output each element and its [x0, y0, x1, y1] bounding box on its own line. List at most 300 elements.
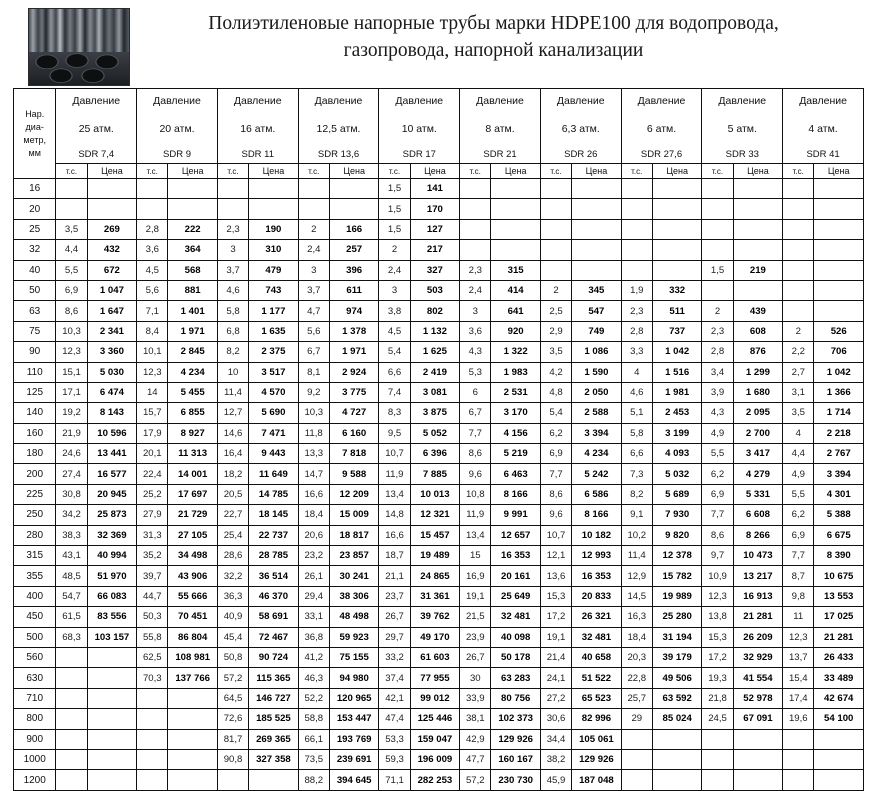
cell-price: 42 674 — [814, 688, 864, 708]
cell-price — [168, 749, 217, 769]
cell-wall-thickness: 4,9 — [702, 423, 733, 443]
cell-price: 4 093 — [652, 444, 701, 464]
cell-price: 21 729 — [168, 505, 217, 525]
header-group-2 — [137, 89, 218, 164]
cell-wall-thickness — [702, 240, 733, 260]
cell-wall-thickness: 6,7 — [298, 342, 329, 362]
group-pressure-value: 4 атм. — [808, 122, 838, 135]
cell-wall-thickness: 2,9 — [540, 321, 571, 341]
cell-wall-thickness: 7,1 — [137, 301, 168, 321]
diam-line-3: метр, — [23, 134, 46, 145]
table-row — [14, 403, 864, 423]
cell-price — [491, 219, 540, 239]
cell-price: 257 — [329, 240, 378, 260]
cell-price: 1 322 — [491, 342, 540, 362]
cell-price: 4 279 — [733, 464, 782, 484]
cell-wall-thickness: 47,4 — [379, 709, 410, 729]
cell-wall-thickness: 19,3 — [702, 668, 733, 688]
cell-price: 4 570 — [249, 382, 298, 402]
cell-price: 5 331 — [733, 484, 782, 504]
header-group-4 — [298, 89, 379, 164]
cell-price — [652, 260, 701, 280]
cell-price — [249, 179, 298, 199]
cell-wall-thickness — [540, 179, 571, 199]
cell-wall-thickness: 23,2 — [298, 546, 329, 566]
cell-wall-thickness: 1,5 — [379, 179, 410, 199]
cell-price: 48 498 — [329, 607, 378, 627]
cell-price — [491, 240, 540, 260]
cell-price: 14 785 — [249, 484, 298, 504]
cell-price: 1 590 — [572, 362, 621, 382]
cell-wall-thickness: 14,8 — [379, 505, 410, 525]
cell-wall-thickness: 68,3 — [56, 627, 87, 647]
cell-wall-thickness: 12,3 — [702, 586, 733, 606]
cell-wall-thickness: 17,2 — [540, 607, 571, 627]
cell-wall-thickness: 4,4 — [783, 444, 814, 464]
cell-price: 9 991 — [491, 505, 540, 525]
cell-price: 802 — [410, 301, 459, 321]
cell-wall-thickness: 70,3 — [137, 668, 168, 688]
cell-price — [87, 688, 136, 708]
cell-price: 4 727 — [329, 403, 378, 423]
cell-price: 58 691 — [249, 607, 298, 627]
cell-price: 10 675 — [814, 566, 864, 586]
cell-wall-thickness: 41,2 — [298, 647, 329, 667]
cell-wall-thickness: 26,1 — [298, 566, 329, 586]
cell-wall-thickness: 1,9 — [621, 280, 652, 300]
cell-wall-thickness: 23,7 — [379, 586, 410, 606]
cell-price: 2 700 — [733, 423, 782, 443]
cell-wall-thickness: 4,4 — [56, 240, 87, 260]
group-pressure-value: 25 атм. — [78, 122, 114, 135]
cell-wall-thickness: 3,7 — [298, 280, 329, 300]
header-group-9 — [702, 89, 783, 164]
cell-price: 1 177 — [249, 301, 298, 321]
cell-price: 1 981 — [652, 382, 701, 402]
cell-wall-thickness: 21,8 — [702, 688, 733, 708]
cell-price: 51 522 — [572, 668, 621, 688]
cell-wall-thickness — [621, 240, 652, 260]
cell-wall-thickness: 7,7 — [702, 505, 733, 525]
cell-wall-thickness: 36,8 — [298, 627, 329, 647]
cell-price: 75 155 — [329, 647, 378, 667]
subheader-ts-1: т.с. — [56, 164, 87, 179]
cell-price: 8 143 — [87, 403, 136, 423]
cell-price — [733, 179, 782, 199]
cell-wall-thickness: 19,1 — [540, 627, 571, 647]
cell-price: 9 588 — [329, 464, 378, 484]
cell-wall-thickness: 3,4 — [702, 362, 733, 382]
cell-wall-thickness: 47,7 — [460, 749, 491, 769]
cell-wall-thickness: 28,6 — [217, 546, 248, 566]
cell-price: 3 394 — [814, 464, 864, 484]
cell-price: 94 980 — [329, 668, 378, 688]
cell-price: 25 280 — [652, 607, 701, 627]
cell-price: 327 — [410, 260, 459, 280]
subheader-price-10: Цена — [814, 164, 864, 179]
page-title — [130, 0, 877, 64]
cell-wall-thickness: 55,8 — [137, 627, 168, 647]
subheader-price-8: Цена — [652, 164, 701, 179]
cell-wall-thickness: 4,6 — [217, 280, 248, 300]
cell-wall-thickness: 2,3 — [702, 321, 733, 341]
cell-wall-thickness: 45,9 — [540, 770, 571, 790]
cell-diameter: 16 — [14, 179, 56, 199]
cell-diameter: 630 — [14, 668, 56, 688]
cell-wall-thickness: 71,1 — [379, 770, 410, 790]
cell-price: 13 441 — [87, 444, 136, 464]
cell-price — [733, 770, 782, 790]
cell-wall-thickness — [460, 219, 491, 239]
table-row — [14, 749, 864, 769]
subheader-price-7: Цена — [572, 164, 621, 179]
cell-price — [572, 199, 621, 219]
cell-price: 159 047 — [410, 729, 459, 749]
cell-wall-thickness — [540, 260, 571, 280]
cell-wall-thickness: 22,4 — [137, 464, 168, 484]
cell-wall-thickness — [621, 219, 652, 239]
group-pressure-value: 16 атм. — [240, 122, 276, 135]
cell-price: 511 — [652, 301, 701, 321]
cell-wall-thickness: 7,4 — [379, 382, 410, 402]
cell-price: 3 417 — [733, 444, 782, 464]
cell-wall-thickness: 27,9 — [137, 505, 168, 525]
cell-wall-thickness: 5,1 — [621, 403, 652, 423]
cell-price: 14 001 — [168, 464, 217, 484]
group-sdr-value: SDR 7,4 — [78, 149, 115, 161]
cell-wall-thickness — [621, 179, 652, 199]
cell-price: 40 658 — [572, 647, 621, 667]
cell-price: 127 — [410, 219, 459, 239]
cell-price: 2 845 — [168, 342, 217, 362]
cell-wall-thickness — [56, 688, 87, 708]
subheader-price-3: Цена — [249, 164, 298, 179]
cell-price — [814, 240, 864, 260]
cell-wall-thickness: 16,9 — [460, 566, 491, 586]
cell-wall-thickness: 2,3 — [460, 260, 491, 280]
cell-wall-thickness — [702, 770, 733, 790]
cell-wall-thickness — [621, 770, 652, 790]
cell-price: 239 691 — [329, 749, 378, 769]
cell-wall-thickness: 17,4 — [783, 688, 814, 708]
cell-wall-thickness: 8,2 — [217, 342, 248, 362]
cell-price: 59 923 — [329, 627, 378, 647]
cell-wall-thickness: 5,8 — [217, 301, 248, 321]
cell-wall-thickness: 2,8 — [702, 342, 733, 362]
cell-wall-thickness — [702, 280, 733, 300]
cell-wall-thickness: 2,2 — [783, 342, 814, 362]
cell-price: 6 160 — [329, 423, 378, 443]
cell-price: 503 — [410, 280, 459, 300]
cell-wall-thickness — [56, 729, 87, 749]
cell-price: 3 081 — [410, 382, 459, 402]
cell-price — [814, 219, 864, 239]
cell-price: 5 052 — [410, 423, 459, 443]
cell-wall-thickness: 12,3 — [56, 342, 87, 362]
cell-price: 115 365 — [249, 668, 298, 688]
cell-price: 15 009 — [329, 505, 378, 525]
cell-wall-thickness: 5,6 — [137, 280, 168, 300]
cell-wall-thickness: 6,6 — [621, 444, 652, 464]
cell-price: 876 — [733, 342, 782, 362]
cell-price: 105 061 — [572, 729, 621, 749]
cell-price: 2 095 — [733, 403, 782, 423]
cell-price: 27 105 — [168, 525, 217, 545]
cell-wall-thickness: 18,7 — [379, 546, 410, 566]
cell-price: 1 378 — [329, 321, 378, 341]
cell-price: 2 767 — [814, 444, 864, 464]
cell-wall-thickness: 7,7 — [540, 464, 571, 484]
table-row — [14, 607, 864, 627]
cell-price: 2 924 — [329, 362, 378, 382]
cell-wall-thickness: 3 — [379, 280, 410, 300]
cell-wall-thickness: 2,8 — [621, 321, 652, 341]
cell-price: 41 554 — [733, 668, 782, 688]
cell-wall-thickness — [56, 647, 87, 667]
cell-wall-thickness: 22,7 — [217, 505, 248, 525]
cell-wall-thickness: 16,3 — [621, 607, 652, 627]
group-pressure-label: Давление — [233, 95, 282, 108]
cell-price — [733, 729, 782, 749]
table-row — [14, 647, 864, 667]
cell-price: 31 361 — [410, 586, 459, 606]
cell-price: 611 — [329, 280, 378, 300]
cell-price — [87, 729, 136, 749]
cell-wall-thickness: 29 — [621, 709, 652, 729]
cell-wall-thickness: 19,6 — [783, 709, 814, 729]
cell-wall-thickness: 7,7 — [783, 546, 814, 566]
cell-wall-thickness: 4,5 — [137, 260, 168, 280]
cell-price: 102 373 — [491, 709, 540, 729]
cell-price: 394 645 — [329, 770, 378, 790]
page-header — [0, 0, 877, 88]
cell-price — [249, 199, 298, 219]
cell-diameter: 450 — [14, 607, 56, 627]
cell-wall-thickness — [137, 179, 168, 199]
cell-wall-thickness: 27,2 — [540, 688, 571, 708]
cell-price: 52 978 — [733, 688, 782, 708]
cell-price: 1 635 — [249, 321, 298, 341]
cell-wall-thickness: 5,5 — [783, 484, 814, 504]
header-group-8 — [621, 89, 702, 164]
table-row — [14, 382, 864, 402]
table-row — [14, 770, 864, 790]
group-pressure-label: Давление — [718, 95, 767, 108]
cell-wall-thickness: 13,4 — [460, 525, 491, 545]
cell-wall-thickness: 50,3 — [137, 607, 168, 627]
cell-price: 20 833 — [572, 586, 621, 606]
cell-wall-thickness: 34,2 — [56, 505, 87, 525]
cell-wall-thickness: 16,6 — [379, 525, 410, 545]
header-group-6 — [460, 89, 541, 164]
group-pressure-label: Давление — [476, 95, 524, 108]
cell-wall-thickness: 6 — [460, 382, 491, 402]
cell-wall-thickness: 19,1 — [460, 586, 491, 606]
group-sdr-value: SDR 11 — [241, 149, 275, 161]
cell-wall-thickness — [460, 179, 491, 199]
group-pressure-value: 6 атм. — [646, 122, 677, 135]
cell-wall-thickness: 22,8 — [621, 668, 652, 688]
cell-wall-thickness: 17,9 — [137, 423, 168, 443]
cell-wall-thickness — [702, 179, 733, 199]
cell-wall-thickness: 57,2 — [460, 770, 491, 790]
cell-wall-thickness: 9,5 — [379, 423, 410, 443]
subheader-ts-10: т.с. — [783, 164, 814, 179]
cell-wall-thickness: 38,2 — [540, 749, 571, 769]
cell-price — [168, 199, 217, 219]
cell-price: 8 166 — [572, 505, 621, 525]
cell-price: 5 388 — [814, 505, 864, 525]
cell-price: 83 556 — [87, 607, 136, 627]
cell-wall-thickness — [783, 729, 814, 749]
cell-wall-thickness — [56, 749, 87, 769]
cell-wall-thickness: 9,1 — [621, 505, 652, 525]
cell-price: 219 — [733, 260, 782, 280]
cell-price: 43 906 — [168, 566, 217, 586]
cell-price: 1 042 — [814, 362, 864, 382]
table-row — [14, 586, 864, 606]
subheader-price-9: Цена — [733, 164, 782, 179]
cell-price: 63 592 — [652, 688, 701, 708]
cell-wall-thickness: 8,2 — [621, 484, 652, 504]
cell-wall-thickness: 21,1 — [379, 566, 410, 586]
cell-wall-thickness: 40,9 — [217, 607, 248, 627]
cell-wall-thickness — [783, 179, 814, 199]
cell-wall-thickness — [56, 199, 87, 219]
cell-wall-thickness: 6,9 — [56, 280, 87, 300]
cell-wall-thickness: 33,1 — [298, 607, 329, 627]
table-row — [14, 505, 864, 525]
cell-wall-thickness: 19,2 — [56, 403, 87, 423]
cell-diameter: 75 — [14, 321, 56, 341]
cell-wall-thickness: 4,6 — [621, 382, 652, 402]
cell-wall-thickness — [298, 199, 329, 219]
cell-wall-thickness — [298, 179, 329, 199]
table-body — [14, 179, 864, 791]
cell-diameter: 355 — [14, 566, 56, 586]
group-pressure-label: Давление — [153, 95, 201, 108]
cell-price: 6 474 — [87, 382, 136, 402]
cell-diameter: 125 — [14, 382, 56, 402]
group-pressure-value: 8 атм. — [485, 122, 515, 135]
group-pressure-label: Давление — [72, 95, 121, 108]
cell-wall-thickness: 8,6 — [702, 525, 733, 545]
cell-price: 1 132 — [410, 321, 459, 341]
cell-price — [249, 770, 298, 790]
cell-diameter: 280 — [14, 525, 56, 545]
subheader-ts-4: т.с. — [298, 164, 329, 179]
cell-price: 12 378 — [652, 546, 701, 566]
subheader-price-1: Цена — [87, 164, 136, 179]
cell-wall-thickness: 5,4 — [540, 403, 571, 423]
cell-price — [572, 179, 621, 199]
pipe-price-table — [13, 88, 864, 791]
cell-diameter: 1200 — [14, 770, 56, 790]
cell-price: 49 506 — [652, 668, 701, 688]
cell-price: 439 — [733, 301, 782, 321]
cell-price: 18 145 — [249, 505, 298, 525]
cell-wall-thickness: 5,8 — [621, 423, 652, 443]
cell-wall-thickness: 5,4 — [379, 342, 410, 362]
subheader-ts-7: т.с. — [540, 164, 571, 179]
cell-price: 146 727 — [249, 688, 298, 708]
cell-wall-thickness: 10,2 — [621, 525, 652, 545]
cell-diameter: 63 — [14, 301, 56, 321]
cell-price — [652, 749, 701, 769]
cell-wall-thickness: 64,5 — [217, 688, 248, 708]
group-sdr-value: SDR 21 — [483, 149, 517, 161]
cell-wall-thickness: 2 — [540, 280, 571, 300]
cell-wall-thickness — [621, 199, 652, 219]
cell-price: 881 — [168, 280, 217, 300]
group-pressure-value: 6,3 атм. — [561, 122, 600, 135]
cell-diameter: 560 — [14, 647, 56, 667]
cell-wall-thickness: 36,3 — [217, 586, 248, 606]
cell-price: 11 313 — [168, 444, 217, 464]
table-row — [14, 729, 864, 749]
cell-diameter: 710 — [14, 688, 56, 708]
cell-price: 230 730 — [491, 770, 540, 790]
cell-diameter: 200 — [14, 464, 56, 484]
cell-price: 1 971 — [168, 321, 217, 341]
cell-wall-thickness: 45,4 — [217, 627, 248, 647]
cell-price: 1 401 — [168, 301, 217, 321]
cell-wall-thickness: 33,9 — [460, 688, 491, 708]
cell-wall-thickness: 20,5 — [217, 484, 248, 504]
cell-wall-thickness: 17,2 — [702, 647, 733, 667]
cell-wall-thickness: 15 — [460, 546, 491, 566]
cell-wall-thickness: 12,9 — [621, 566, 652, 586]
cell-wall-thickness: 8,6 — [460, 444, 491, 464]
cell-price: 974 — [329, 301, 378, 321]
cell-wall-thickness — [783, 301, 814, 321]
cell-price: 737 — [652, 321, 701, 341]
cell-wall-thickness — [783, 749, 814, 769]
cell-wall-thickness: 26,7 — [460, 647, 491, 667]
table-row — [14, 301, 864, 321]
cell-wall-thickness: 54,7 — [56, 586, 87, 606]
cell-price: 65 523 — [572, 688, 621, 708]
cell-price — [329, 179, 378, 199]
cell-wall-thickness: 4,7 — [298, 301, 329, 321]
cell-wall-thickness: 25,7 — [621, 688, 652, 708]
cell-wall-thickness: 3,9 — [702, 382, 733, 402]
cell-price: 170 — [410, 199, 459, 219]
cell-price: 4 234 — [572, 444, 621, 464]
cell-price: 24 865 — [410, 566, 459, 586]
cell-price — [572, 260, 621, 280]
cell-price: 1 299 — [733, 362, 782, 382]
cell-price: 26 433 — [814, 647, 864, 667]
cell-wall-thickness — [702, 749, 733, 769]
cell-price: 1 042 — [652, 342, 701, 362]
cell-wall-thickness: 2,8 — [137, 219, 168, 239]
table-row — [14, 444, 864, 464]
cell-price: 40 994 — [87, 546, 136, 566]
cell-wall-thickness: 14,7 — [298, 464, 329, 484]
cell-price: 9 820 — [652, 525, 701, 545]
group-sdr-value: SDR 33 — [725, 149, 759, 161]
cell-wall-thickness: 13,6 — [540, 566, 571, 586]
cell-wall-thickness: 8,4 — [137, 321, 168, 341]
cell-wall-thickness: 38,3 — [56, 525, 87, 545]
cell-wall-thickness: 6,9 — [702, 484, 733, 504]
cell-price: 1 047 — [87, 280, 136, 300]
cell-price: 269 — [87, 219, 136, 239]
cell-price: 13 553 — [814, 586, 864, 606]
cell-wall-thickness: 18,4 — [621, 627, 652, 647]
cell-price — [572, 219, 621, 239]
